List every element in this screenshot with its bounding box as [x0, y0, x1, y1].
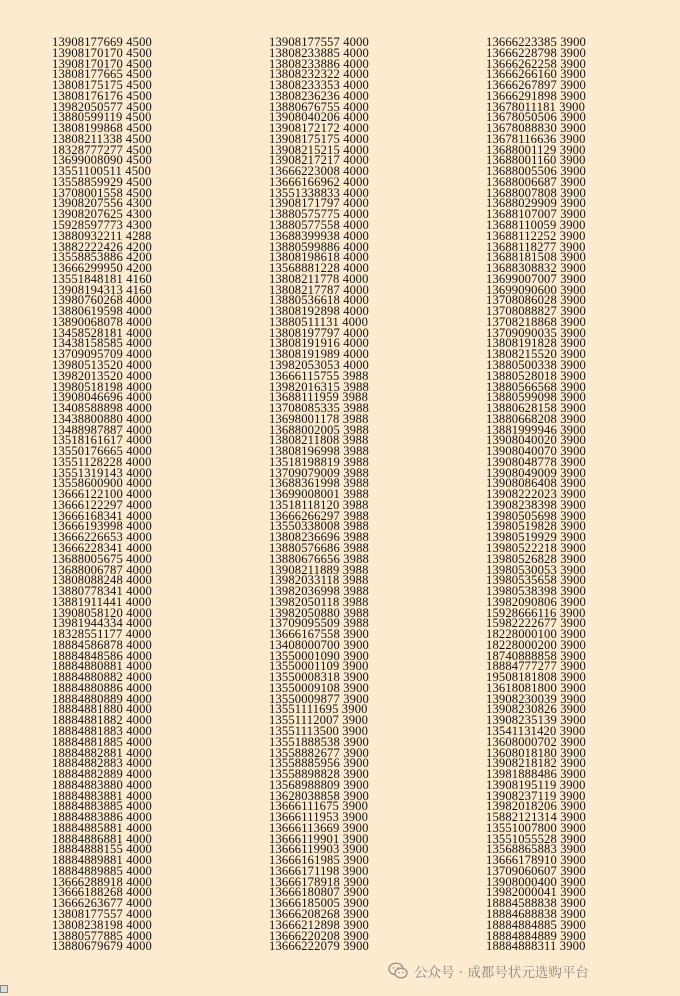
listing-row: 13980519828 3900: [486, 519, 587, 534]
listing-row: 13666220208 3900: [269, 928, 370, 943]
listing-row: 13688118277 3900: [486, 239, 586, 254]
listing-row: 13908040020 3900: [486, 433, 587, 448]
listing-row: 13880511131 4000: [269, 314, 369, 329]
listing-row: 13688110059 3900: [486, 218, 586, 233]
listing-row: 13688005675 4000: [52, 551, 153, 566]
listing-row: 13688112252 3900: [486, 228, 586, 243]
listing-row: 13880575775 4000: [269, 207, 370, 222]
listing-row: 13908000400 3900: [486, 874, 587, 889]
listing-row: 13666113669 3900: [269, 820, 369, 835]
listing-row: 13666168341 4000: [52, 508, 153, 523]
listing-row: 18884883885 4000: [52, 799, 153, 814]
listing-row: 13550176665 4000: [52, 444, 153, 459]
listing-row: 13808191989 4000: [269, 347, 370, 362]
listing-row: 13808199868 4500: [52, 121, 153, 136]
listing-row: 13980505698 3900: [486, 508, 587, 523]
listing-row: 13880500338 3900: [486, 357, 587, 372]
listing-row: 13666111675 3900: [269, 799, 369, 814]
listing-row: 18884880881 4000: [52, 659, 153, 674]
listing-row: 13880932211 4288: [52, 228, 152, 243]
listing-row: 13518198819 3988: [269, 454, 370, 469]
listing-row: 13708088827 3900: [486, 304, 587, 319]
listing-row: 18884883880 4000: [52, 777, 153, 792]
listing-row: 13666266160 3900: [486, 67, 587, 82]
listing-row: 13808197797 4000: [269, 325, 370, 340]
listing-row: 13880778341 4000: [52, 584, 153, 599]
listing-row: 13688361998 3988: [269, 476, 370, 491]
listing-row: 13980538398 3900: [486, 584, 587, 599]
listing-row: 13981888486 3900: [486, 767, 587, 782]
listing-row: 13880599119 4500: [52, 110, 152, 125]
listing-row: 13678088830 3900: [486, 121, 587, 136]
listing-row: 13458528181 4000: [52, 325, 153, 340]
listing-row: 13541131420 3900: [486, 724, 586, 738]
listing-row: 13808198618 4000: [269, 250, 370, 265]
listing-row: 13666171198 3900: [269, 863, 369, 878]
listing-row: 13666262258 3900: [486, 56, 587, 71]
listing-row: 13709090035 3900: [486, 325, 587, 340]
listing-row: 13688002005 3988: [269, 422, 370, 437]
listing-row: 13666291898 3900: [486, 88, 587, 103]
listing-row: 18884586878 4000: [52, 637, 153, 652]
listing-row: 13808232322 4000: [269, 67, 370, 82]
listing-row: 13808192898 4000: [269, 304, 370, 319]
listing-row: 13666228341 4000: [52, 540, 153, 555]
listing-row: 13982013520 4000: [52, 368, 153, 383]
listing-row: 13980522218 3900: [486, 540, 587, 555]
listing-row: 13551111695 3900: [269, 702, 368, 717]
listing-row: 13551007800 3900: [486, 820, 587, 835]
listing-row: 13908172172 4000: [269, 121, 370, 136]
listing-row: 18884880886 4000: [52, 680, 153, 695]
listing-row: 13699008090 4500: [52, 153, 153, 168]
listing-row: 13666267897 3900: [486, 78, 587, 93]
listing-row: 13808088248 4000: [52, 573, 153, 588]
listing-row: 13808238198 4000: [52, 917, 153, 932]
listing-row: 13666178918 3900: [269, 874, 370, 889]
listing-row: 13908230039 3900: [486, 691, 587, 706]
listing-row: 13882222426 4200: [52, 239, 153, 254]
listing-row: 13678011181 3900: [486, 99, 586, 114]
listing-row: 13666222079 3900: [269, 939, 370, 954]
listing-row: 13708086028 3900: [486, 293, 587, 308]
listing-row: 13982050577 4500: [52, 99, 153, 114]
listing-row: 13808191916 4000: [269, 336, 370, 351]
listing-row: 13880528018 3900: [486, 368, 587, 383]
watermark: [388, 959, 589, 983]
listing-row: 13688001129 3900: [486, 142, 586, 157]
listing-row: 13881999946 3900: [486, 422, 587, 437]
listing-row: 13666288918 4000: [52, 874, 153, 889]
listing-row: 13709095509 3988: [269, 616, 370, 631]
page-corner-marker: [0, 985, 8, 993]
listing-row: 13550001090 3900: [269, 648, 370, 663]
listing-row: 13980519929 3900: [486, 530, 587, 545]
listing-row: 13628038858 3900: [269, 788, 370, 803]
listing-row: 19508181808 3900: [486, 670, 587, 685]
listing-column-3: [486, 37, 680, 952]
listing-row: 13551848181 4160: [52, 271, 153, 286]
listing-row: 13666119901 3900: [269, 831, 369, 846]
listing-row: 18884888155 4000: [52, 842, 153, 857]
listing-row: 13688111959 3988: [269, 390, 369, 405]
listing-row: 13558885956 3900: [269, 756, 370, 771]
listing-row: 18884881882 4000: [52, 713, 153, 728]
listing-row: 13908195119 3900: [486, 777, 586, 792]
listing-row: 13908040070 3900: [486, 444, 587, 459]
listing-row: 13808177665 4500: [52, 67, 153, 82]
listing-row: 13666185005 3900: [269, 896, 370, 911]
listing-row: 13880599886 4000: [269, 239, 370, 254]
listing-row: 13980526828 3900: [486, 551, 587, 566]
listing-row: 13808233886 4000: [269, 56, 370, 71]
listing-row: 13708001558 4500: [52, 185, 153, 200]
listing-row: 13568881228 4000: [269, 261, 370, 276]
listing-row: 13688006787 4000: [52, 562, 153, 577]
listing-row: 18884880882 4000: [52, 670, 153, 685]
listing-row: 13688029909 3900: [486, 196, 587, 211]
listing-row: 13980760268 4000: [52, 293, 153, 308]
listing-row: 13808177557 4000: [52, 907, 153, 922]
listing-row: 13688006687 3900: [486, 174, 587, 189]
listing-row: 13982050880 3988: [269, 605, 370, 620]
listing-row: 18884882881 4000: [52, 745, 153, 760]
listing-row: 13908207556 4300: [52, 196, 153, 211]
listing-row: 13908217217 4000: [269, 153, 370, 168]
listing-row: 13666223385 3900: [486, 35, 587, 49]
listing-row: 13908177669 4500: [52, 35, 153, 49]
listing-row: 13880679679 4000: [52, 939, 153, 954]
listing-row: 13558859929 4500: [52, 174, 153, 189]
listing-row: 15882121314 3900: [486, 810, 587, 825]
listing-row: 13408588898 4000: [52, 401, 153, 416]
listing-row: 13908218182 3900: [486, 756, 587, 771]
listing-row: 13709079009 3988: [269, 465, 370, 480]
listing-row: 13982036998 3988: [269, 584, 370, 599]
listing-row: 13880577885 4000: [52, 928, 153, 943]
listing-row: 18884881883 4000: [52, 724, 153, 738]
listing-row: 13982050118 3988: [269, 594, 369, 609]
listing-row: 13408000700 3900: [269, 637, 370, 652]
listing-row: 13980518198 4000: [52, 379, 153, 394]
listing-row: 13666180807 3900: [269, 885, 370, 900]
listing-row: 13551888538 3900: [269, 734, 370, 749]
listing-row: 13618081800 3900: [486, 680, 587, 695]
listing-row: 18884848586 4000: [52, 648, 153, 663]
listing-row: 13666166962 4000: [269, 174, 370, 189]
listing-row: 18884883886 4000: [52, 810, 153, 825]
listing-row: 13982000041 3900: [486, 885, 587, 900]
listing-row: 13908171797 4000: [269, 196, 370, 211]
listing-row: 13438800880 4000: [52, 411, 153, 426]
listing-row: 13666188268 4000: [52, 885, 153, 900]
listing-row: 13908238398 3900: [486, 497, 587, 512]
listing-row: 18884777277 3900: [486, 659, 587, 674]
listing-row: 13808196998 3988: [269, 444, 370, 459]
listing-row: 13688308832 3900: [486, 261, 587, 276]
listing-row: 13488987887 4000: [52, 422, 153, 437]
listing-column-2: [269, 37, 469, 952]
listing-row: 13908046696 4000: [52, 390, 153, 405]
listing-row: 15928597773 4300: [52, 218, 153, 233]
listing-row: 13558600900 4000: [52, 476, 153, 491]
listing-row: 13666161985 3900: [269, 853, 370, 868]
listing-row: 13908235139 3900: [486, 713, 587, 728]
listing-row: 13558853886 4200: [52, 250, 153, 265]
listing-row: 13908194313 4160: [52, 282, 153, 297]
listing-row: 13666122297 4000: [52, 497, 153, 512]
listing-row: 13558898828 3900: [269, 767, 370, 782]
listing-row: 13808211338 4500: [52, 131, 152, 146]
listing-row: 13551319143 4000: [52, 465, 153, 480]
listing-row: 13908177557 4000: [269, 35, 370, 49]
listing-row: 13880577558 4000: [269, 218, 370, 233]
wechat-icon: [388, 962, 408, 980]
listing-row: 13551100511 4500: [52, 164, 152, 179]
listing-row: 13709060607 3900: [486, 863, 587, 878]
listing-row: 13880619598 4000: [52, 304, 153, 319]
listing-row: 13666119903 3900: [269, 842, 369, 857]
listing-row: 13982033118 3988: [269, 573, 369, 588]
listing-row: 13980530053 3900: [486, 562, 587, 577]
listing-row: 13688001160 3900: [486, 153, 586, 168]
listing-row: 13880668208 3900: [486, 411, 587, 426]
listing-row: 13666212898 3900: [269, 917, 370, 932]
listing-row: 13608000702 3900: [486, 734, 587, 749]
listing-row: 13880676656 3988: [269, 551, 370, 566]
listing-row: 13666228798 3900: [486, 45, 587, 60]
listing-row: 13880599098 3900: [486, 390, 587, 405]
listing-row: 18884588838 3900: [486, 896, 587, 911]
listing-row: 13808191828 3900: [486, 336, 587, 351]
listing-row: 13666178910 3900: [486, 853, 587, 868]
listing-row: 13678050506 3900: [486, 110, 587, 125]
listing-row: 13908211889 3988: [269, 562, 369, 577]
listing-row: 13666115755 3988: [269, 368, 369, 383]
listing-row: 13666111953 3900: [269, 810, 369, 825]
listing-row: 18328777277 4500: [52, 142, 153, 157]
listing-row: 18884889885 4000: [52, 863, 153, 878]
listing-row: 13551128228 4000: [52, 454, 152, 469]
listing-row: 13808176176 4500: [52, 88, 153, 103]
listing-row: 13550009877 3900: [269, 691, 370, 706]
listing-row: 18228000200 3900: [486, 637, 587, 652]
listing-row: 18328551177 4000: [52, 627, 152, 642]
listing-row: 13890068078 4000: [52, 314, 153, 329]
listing-row: 13808233353 4000: [269, 78, 370, 93]
listing-row: 13808236236 4000: [269, 88, 370, 103]
listing-row: 13880628158 3900: [486, 401, 587, 416]
listing-row: 13551055528 3900: [486, 831, 587, 846]
listing-row: 13708085335 3988: [269, 401, 370, 416]
listing-row: 13908048778 3900: [486, 454, 587, 469]
listing-row: 18740888858 3900: [486, 648, 587, 663]
listing-row: 18884881885 4000: [52, 734, 153, 749]
listing-row: 13808217787 4000: [269, 282, 370, 297]
listing-row: 13568988809 3900: [269, 777, 370, 792]
listing-row: 18884882883 4000: [52, 756, 153, 771]
listing-row: 18884888311 3900: [486, 939, 586, 954]
listing-row: 13880576686 3988: [269, 540, 370, 555]
listing-row: 18228000100 3900: [486, 627, 587, 642]
listing-row: 13699090600 3900: [486, 282, 587, 297]
listing-row: 13666193998 4000: [52, 519, 153, 534]
listing-row: 13908207625 4300: [52, 207, 153, 222]
listing-row: 13908237119 3900: [486, 788, 586, 803]
listing-row: 13908049009 3900: [486, 465, 587, 480]
listing-row: 13698001178 3988: [269, 411, 369, 426]
listing-row: 13980535658 3900: [486, 573, 587, 588]
listing-row: 13808175175 4500: [52, 78, 153, 93]
listing-row: 18884889881 4000: [52, 853, 153, 868]
listing-row: 13982090806 3900: [486, 594, 587, 609]
listing-row: 13881911441 4000: [52, 594, 152, 609]
listing-row: 13666299950 4200: [52, 261, 153, 276]
listing-row: 13550009108 3900: [269, 680, 370, 695]
listing-row: 13550001109 3900: [269, 659, 369, 674]
listing-row: 13908222023 3900: [486, 487, 587, 502]
listing-row: 13908215215 4000: [269, 142, 370, 157]
listing-row: 13808215520 3900: [486, 347, 587, 362]
listing-row: 13551112007 3900: [269, 713, 369, 728]
listing-row: 18884883881 4000: [52, 788, 153, 803]
listing-row: 13550008318 3900: [269, 670, 370, 685]
listing-column-1: [52, 37, 252, 952]
listing-row: 13558882677 3900: [269, 745, 370, 760]
listing-row: 15982222677 3900: [486, 616, 587, 631]
listing-row: 18884885881 4000: [52, 820, 153, 835]
listing-row: 13908058120 4000: [52, 605, 153, 620]
listing-row: 13808233885 4000: [269, 45, 370, 60]
listing-row: 18884882889 4000: [52, 767, 153, 782]
listing-row: 13688007808 3900: [486, 185, 587, 200]
listing-row: 13709095709 4000: [52, 347, 153, 362]
listing-row: 13699007007 3900: [486, 271, 587, 286]
listing-row: 13808211808 3988: [269, 433, 369, 448]
listing-row: 13808236696 3988: [269, 530, 370, 545]
listing-row: 13980513520 4000: [52, 357, 153, 372]
listing-row: 18884886881 4000: [52, 831, 153, 846]
listing-row: 13688005506 3900: [486, 164, 587, 179]
listing-row: 13551338833 4000: [269, 185, 370, 200]
listing-row: 13438158585 4000: [52, 336, 153, 351]
listing-row: 13908086408 3900: [486, 476, 587, 491]
listing-row: 13880536618 4000: [269, 293, 370, 308]
listing-row: 13550338008 3988: [269, 519, 370, 534]
listing-row: 18884881880 4000: [52, 702, 153, 717]
listing-row: 13699008001 3988: [269, 487, 370, 502]
listing-row: 13982018206 3900: [486, 799, 587, 814]
listing-row: 13678116636 3900: [486, 131, 586, 146]
listing-row: 13688181508 3900: [486, 250, 587, 265]
listing-row: 13908170170 4500: [52, 56, 153, 71]
listing-row: 18884880889 4000: [52, 691, 153, 706]
watermark-text: 公众号 · 成都号状元选购平台: [414, 965, 589, 981]
listing-row: 13982016315 3988: [269, 379, 370, 394]
listing-row: 13808211778 4000: [269, 271, 369, 286]
listing-row: 13666263677 4000: [52, 896, 153, 911]
listing-row: 13708218868 3900: [486, 314, 587, 329]
listing-row: 13518161617 4000: [52, 433, 153, 448]
listing-row: 18884884889 3900: [486, 928, 587, 943]
listing-row: 13688399938 4000: [269, 228, 370, 243]
listing-row: 13666223008 4000: [269, 164, 370, 179]
listing-row: 13608018180 3900: [486, 745, 587, 760]
listing-row: 13666266297 3988: [269, 508, 370, 523]
listing-row: 13666122100 4000: [52, 487, 153, 502]
listing-row: 15928666116 3900: [486, 605, 586, 620]
listing-row: 13908040206 4000: [269, 110, 370, 125]
listing-row: 13908230826 3900: [486, 702, 587, 717]
listing-row: 13981944334 4000: [52, 616, 153, 631]
listing-row: 18884884885 3900: [486, 917, 587, 932]
listing-row: 13551113500 3900: [269, 724, 369, 738]
listing-row: 18884688838 3900: [486, 907, 587, 922]
listing-row: 13982053053 4000: [269, 357, 370, 372]
listing-row: 13666208268 3900: [269, 907, 370, 922]
listing-row: 13880676755 4000: [269, 99, 370, 114]
listing-row: 13880566568 3900: [486, 379, 587, 394]
listing-row: 13908175175 4000: [269, 131, 370, 146]
listing-row: 13666167558 3900: [269, 627, 370, 642]
listing-row: 13518118120 3988: [269, 497, 369, 512]
listing-row: 13568865883 3900: [486, 842, 587, 857]
listing-row: 13908170170 4500: [52, 45, 153, 60]
listing-row: 13688107007 3900: [486, 207, 587, 222]
listing-row: 13666226653 4000: [52, 530, 153, 545]
